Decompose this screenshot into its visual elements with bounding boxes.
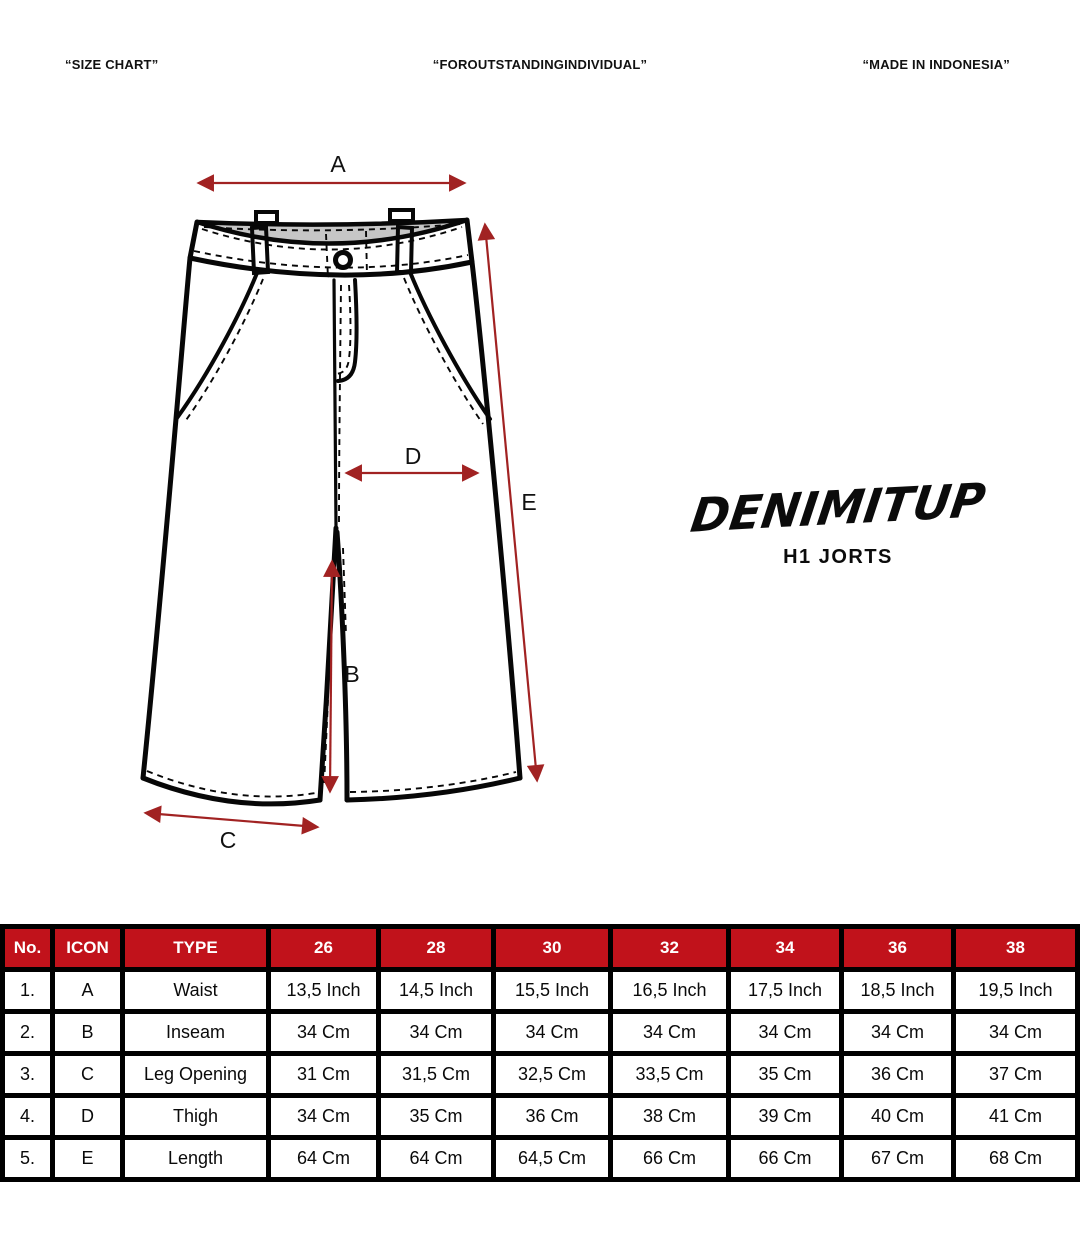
table-header-row: [3, 927, 1078, 970]
waistband-inside-gray: [197, 220, 467, 244]
waistband-left-edge: [190, 222, 197, 258]
value-cell: 64 Cm: [379, 1138, 494, 1180]
type-cell: Inseam: [123, 1012, 269, 1054]
measure-label-c: C: [219, 827, 237, 853]
type-cell: Length: [123, 1138, 269, 1180]
left-outer-seam: [143, 258, 190, 778]
value-cell: 34 Cm: [611, 1012, 729, 1054]
column-header-34: 34: [729, 927, 842, 970]
column-header-26: 26: [269, 927, 379, 970]
value-cell: 66 Cm: [611, 1138, 729, 1180]
value-cell: 31,5 Cm: [379, 1054, 494, 1096]
value-cell: 31 Cm: [269, 1054, 379, 1096]
left-inseam: [320, 528, 336, 800]
arrow-c-leg-opening: [146, 813, 317, 827]
value-cell: 19,5 Inch: [954, 970, 1078, 1012]
belt-loop-tab-right: [390, 210, 413, 221]
right-pocket-stitch: [404, 278, 483, 424]
table-row-thigh: [3, 1096, 1078, 1138]
jorts-technical-drawing: [0, 130, 600, 870]
waist-button: [336, 253, 351, 268]
column-header-icon: ICON: [53, 927, 123, 970]
column-header-30: 30: [494, 927, 611, 970]
left-hem-stitch: [147, 771, 316, 797]
value-cell: 66 Cm: [729, 1138, 842, 1180]
fly-placket-stitch: [336, 285, 351, 374]
column-header-38: 38: [954, 927, 1078, 970]
value-cell: 17,5 Inch: [729, 970, 842, 1012]
column-header-no: No.: [3, 927, 53, 970]
value-cell: 34 Cm: [379, 1012, 494, 1054]
type-cell: Waist: [123, 970, 269, 1012]
belt-loop-tab-left: [256, 212, 277, 223]
value-cell: 32,5 Cm: [494, 1054, 611, 1096]
row-number-cell: 3.: [3, 1054, 53, 1096]
center-front-stitch: [339, 285, 341, 522]
value-cell: 41 Cm: [954, 1096, 1078, 1138]
column-header-28: 28: [379, 927, 494, 970]
column-header-36: 36: [842, 927, 954, 970]
value-cell: 34 Cm: [494, 1012, 611, 1054]
right-hem: [347, 778, 520, 800]
value-cell: 34 Cm: [954, 1012, 1078, 1054]
value-cell: 39 Cm: [729, 1096, 842, 1138]
value-cell: 64,5 Cm: [494, 1138, 611, 1180]
measure-label-d: D: [404, 443, 422, 469]
value-cell: 36 Cm: [842, 1054, 954, 1096]
row-number-cell: 1.: [3, 970, 53, 1012]
center-front-seam: [334, 280, 336, 526]
brand-block: [688, 474, 988, 569]
value-cell: 37 Cm: [954, 1054, 1078, 1096]
header-slogan-label: “FOROUTSTANDINGINDIVIDUAL”: [432, 57, 648, 72]
row-number-cell: 2.: [3, 1012, 53, 1054]
header-origin-label: “MADE IN INDONESIA”: [862, 57, 1010, 72]
value-cell: 36 Cm: [494, 1096, 611, 1138]
table-row-inseam: [3, 1012, 1078, 1054]
column-header-type: TYPE: [123, 927, 269, 970]
value-cell: 34 Cm: [269, 1096, 379, 1138]
value-cell: 34 Cm: [269, 1012, 379, 1054]
icon-cell: C: [53, 1054, 123, 1096]
type-cell: Leg Opening: [123, 1054, 269, 1096]
value-cell: 64 Cm: [269, 1138, 379, 1180]
value-cell: 68 Cm: [954, 1138, 1078, 1180]
table-row-length: [3, 1138, 1078, 1180]
column-header-32: 32: [611, 927, 729, 970]
left-pocket-stitch: [184, 279, 263, 423]
value-cell: 38 Cm: [611, 1096, 729, 1138]
icon-cell: E: [53, 1138, 123, 1180]
size-table: [0, 924, 1080, 1182]
brand-model-label: H1 JORTS: [783, 546, 893, 568]
measure-label-b: B: [344, 661, 360, 687]
measure-label-e: E: [521, 489, 537, 515]
value-cell: 13,5 Inch: [269, 970, 379, 1012]
brand-logo: DENIMITUP: [687, 473, 989, 544]
value-cell: 33,5 Cm: [611, 1054, 729, 1096]
value-cell: 34 Cm: [842, 1012, 954, 1054]
value-cell: 40 Cm: [842, 1096, 954, 1138]
icon-cell: D: [53, 1096, 123, 1138]
value-cell: 14,5 Inch: [379, 970, 494, 1012]
left-hem: [143, 778, 320, 804]
value-cell: 16,5 Inch: [611, 970, 729, 1012]
value-cell: 34 Cm: [729, 1012, 842, 1054]
table-row-waist: [3, 970, 1078, 1012]
value-cell: 35 Cm: [729, 1054, 842, 1096]
row-number-cell: 5.: [3, 1138, 53, 1180]
value-cell: 18,5 Inch: [842, 970, 954, 1012]
value-cell: 35 Cm: [379, 1096, 494, 1138]
waistband-bottom-edge: [190, 258, 472, 275]
icon-cell: A: [53, 970, 123, 1012]
measure-label-a: A: [330, 151, 346, 177]
header-size-chart-label: “SIZE CHART”: [65, 57, 159, 72]
value-cell: 15,5 Inch: [494, 970, 611, 1012]
row-number-cell: 4.: [3, 1096, 53, 1138]
type-cell: Thigh: [123, 1096, 269, 1138]
value-cell: 67 Cm: [842, 1138, 954, 1180]
table-row-leg-opening: [3, 1054, 1078, 1096]
icon-cell: B: [53, 1012, 123, 1054]
